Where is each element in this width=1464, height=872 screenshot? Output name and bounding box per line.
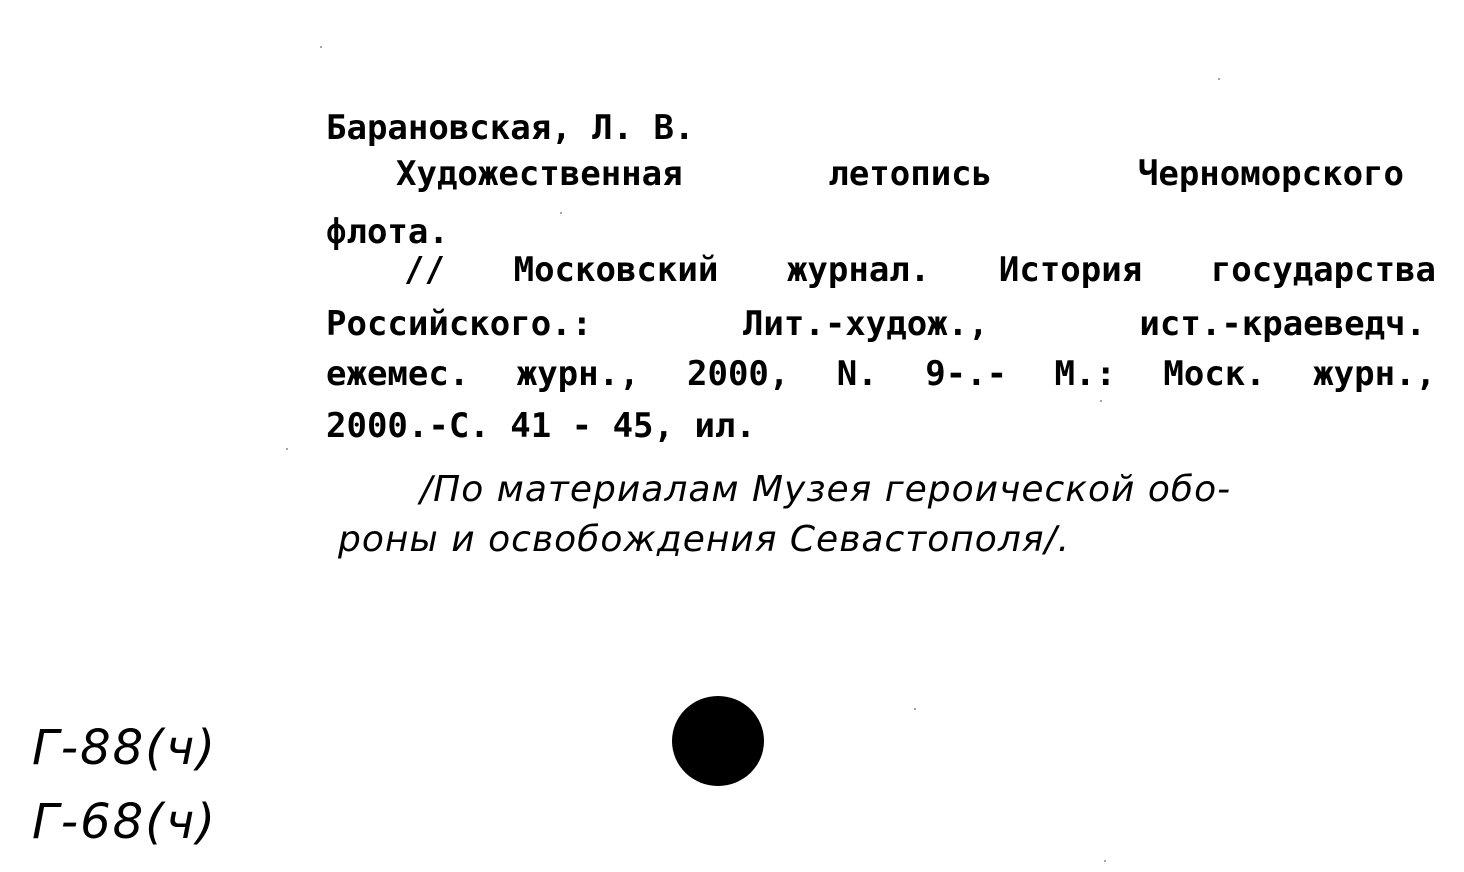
source-line-3 — [326, 352, 1436, 396]
handwritten-note-line-1: /По материалам Музея героической обо- — [420, 469, 1232, 510]
title-word: Художественная — [396, 154, 683, 194]
source-word: журн., — [516, 354, 640, 394]
source-line-4: 2000.-С. 41 - 45, ил. — [326, 406, 756, 446]
source-word: Лит.-худож., — [742, 304, 989, 344]
source-word: ежемес. — [326, 354, 470, 394]
source-word: ист.-краеведч. — [1139, 304, 1426, 344]
source-word: 9-.- — [925, 354, 1008, 394]
source-line-2 — [326, 302, 1426, 346]
scan-speck — [560, 212, 562, 214]
scan-speck — [1218, 78, 1220, 80]
source-word: журнал. — [786, 250, 931, 290]
source-word: История — [998, 250, 1143, 290]
scan-speck — [286, 448, 288, 450]
source-line-1 — [404, 248, 1436, 292]
source-word: Моск. — [1163, 354, 1266, 394]
punch-hole — [672, 696, 764, 786]
title-line-1 — [396, 152, 1404, 196]
scan-speck — [320, 46, 322, 48]
source-word: Российского.: — [326, 304, 593, 344]
source-word: // — [404, 250, 445, 290]
source-word: государства — [1210, 250, 1436, 290]
author-line: Барановская, Л. В. — [326, 108, 695, 148]
handwritten-note-line-2: роны и освобождения Севастополя/. — [338, 519, 1071, 560]
scan-speck — [914, 708, 916, 710]
source-word: 2000, — [687, 354, 790, 394]
title-line-2: флота. — [326, 212, 449, 252]
source-word: журн., — [1313, 354, 1436, 394]
title-word: Черноморского — [1137, 154, 1404, 194]
source-word: Московский — [513, 250, 719, 290]
source-word: М.: — [1054, 354, 1116, 394]
shelf-mark-2: Г-68(ч) — [32, 794, 217, 850]
scan-speck — [1104, 860, 1106, 862]
shelf-mark-1: Г-88(ч) — [32, 720, 217, 776]
title-word: летопись — [828, 154, 993, 194]
scan-speck — [1100, 400, 1102, 402]
source-word: N. — [836, 354, 878, 394]
